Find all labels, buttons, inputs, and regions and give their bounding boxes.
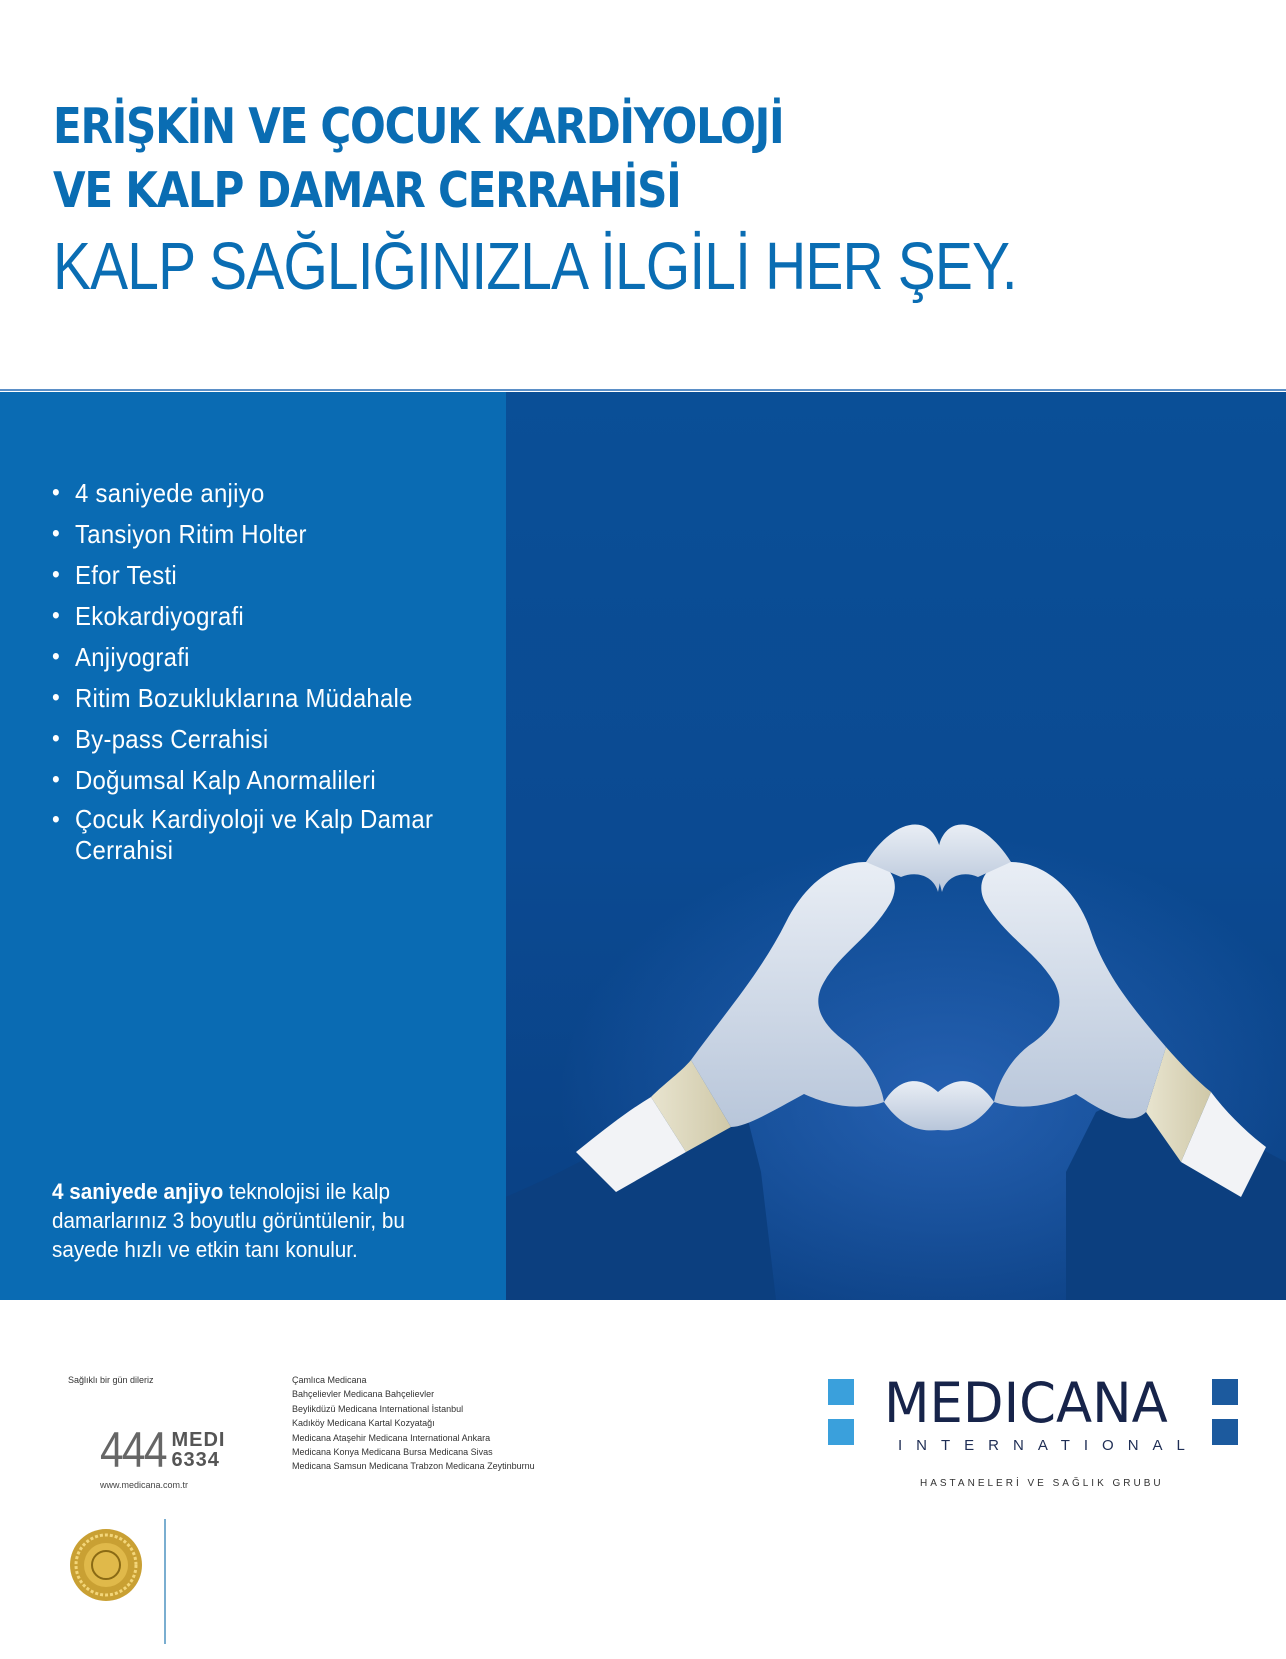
- list-item: • Tansiyon Ritim Holter: [52, 517, 457, 551]
- logo-square-icon: [828, 1379, 854, 1405]
- address-line: Medicana Samsun Medicana Trabzon Medicana Zeytinburnu: [292, 1461, 535, 1472]
- address-line: Bahçelievler Medicana Bahçelievler: [292, 1389, 435, 1400]
- list-item: • Anjiyografi: [52, 640, 457, 674]
- list-item: • Ritim Bozukluklarına Müdahale: [52, 681, 457, 715]
- list-item: • 4 saniyede anjiyo: [52, 476, 457, 510]
- quality-seal-icon: [68, 1527, 144, 1603]
- list-item: • Doğumsal Kalp Anormalileri: [52, 763, 457, 797]
- address-line: Medicana Konya Medicana Bursa Medicana Sivas: [292, 1447, 493, 1458]
- list-item: • By-pass Cerrahisi: [52, 722, 457, 756]
- feature-list: [52, 476, 492, 873]
- phone-stack: [171, 1430, 225, 1470]
- headline-line-1: ERİŞKİN VE ÇOCUK KARDİYOLOJİ: [53, 98, 784, 155]
- headline: [53, 95, 1253, 305]
- logo-square-icon: [828, 1419, 854, 1445]
- phone-word: MEDI: [171, 1429, 226, 1451]
- logo-tagline: HASTANELERİ VE SAĞLIK GRUBU: [920, 1478, 1164, 1489]
- logo-subtitle: INTERNATIONAL: [898, 1437, 1199, 1454]
- logo-square-icon: [1212, 1379, 1238, 1405]
- logo-wordmark: MEDICANA: [884, 1371, 1168, 1435]
- footer-divider: [164, 1519, 166, 1644]
- phone-digits: 6334: [171, 1449, 220, 1471]
- heart-hands-illustration: [506, 392, 1286, 1300]
- phone-number[interactable]: [100, 1424, 225, 1476]
- address-line: Çamlıca Medicana: [292, 1375, 367, 1385]
- angio-bold: 4 saniyede anjiyo: [52, 1179, 224, 1204]
- phone-prefix: 444: [100, 1422, 166, 1478]
- website-link[interactable]: www.medicana.com.tr: [100, 1480, 189, 1490]
- heart-hands-photo: [506, 392, 1286, 1300]
- list-item: • Ekokardiyografi: [52, 599, 457, 633]
- headline-line-2: VE KALP DAMAR CERRAHİSİ: [53, 162, 681, 219]
- logo-square-icon: [1212, 1419, 1238, 1445]
- address-list: [292, 1373, 535, 1474]
- address-line: Kadıköy Medicana Kartal Kozyatağı: [292, 1418, 435, 1429]
- angio-rest: teknolojisi ile kalp damarlarınız 3 boyutlu görüntülenir, bu sayede hızlı ve etkin tanı konulur.: [52, 1179, 405, 1262]
- divider: [0, 389, 1286, 391]
- angio-description: [52, 1177, 466, 1264]
- list-item: • Efor Testi: [52, 558, 457, 592]
- address-line: Beylikdüzü Medicana International İstanbul: [292, 1403, 464, 1414]
- medicana-logo: [828, 1371, 1238, 1459]
- tagline: KALP SAĞLIĞINIZLA İLGİLİ HER ŞEY.: [53, 229, 1017, 304]
- address-line: Medicana Ataşehir Medicana International Ankara: [292, 1432, 491, 1443]
- footer-info: Sağlıklı bir gün dileriz: [68, 1375, 154, 1385]
- list-item: • Çocuk Kardiyoloji ve Kalp Damar Cerrahisi: [52, 804, 457, 866]
